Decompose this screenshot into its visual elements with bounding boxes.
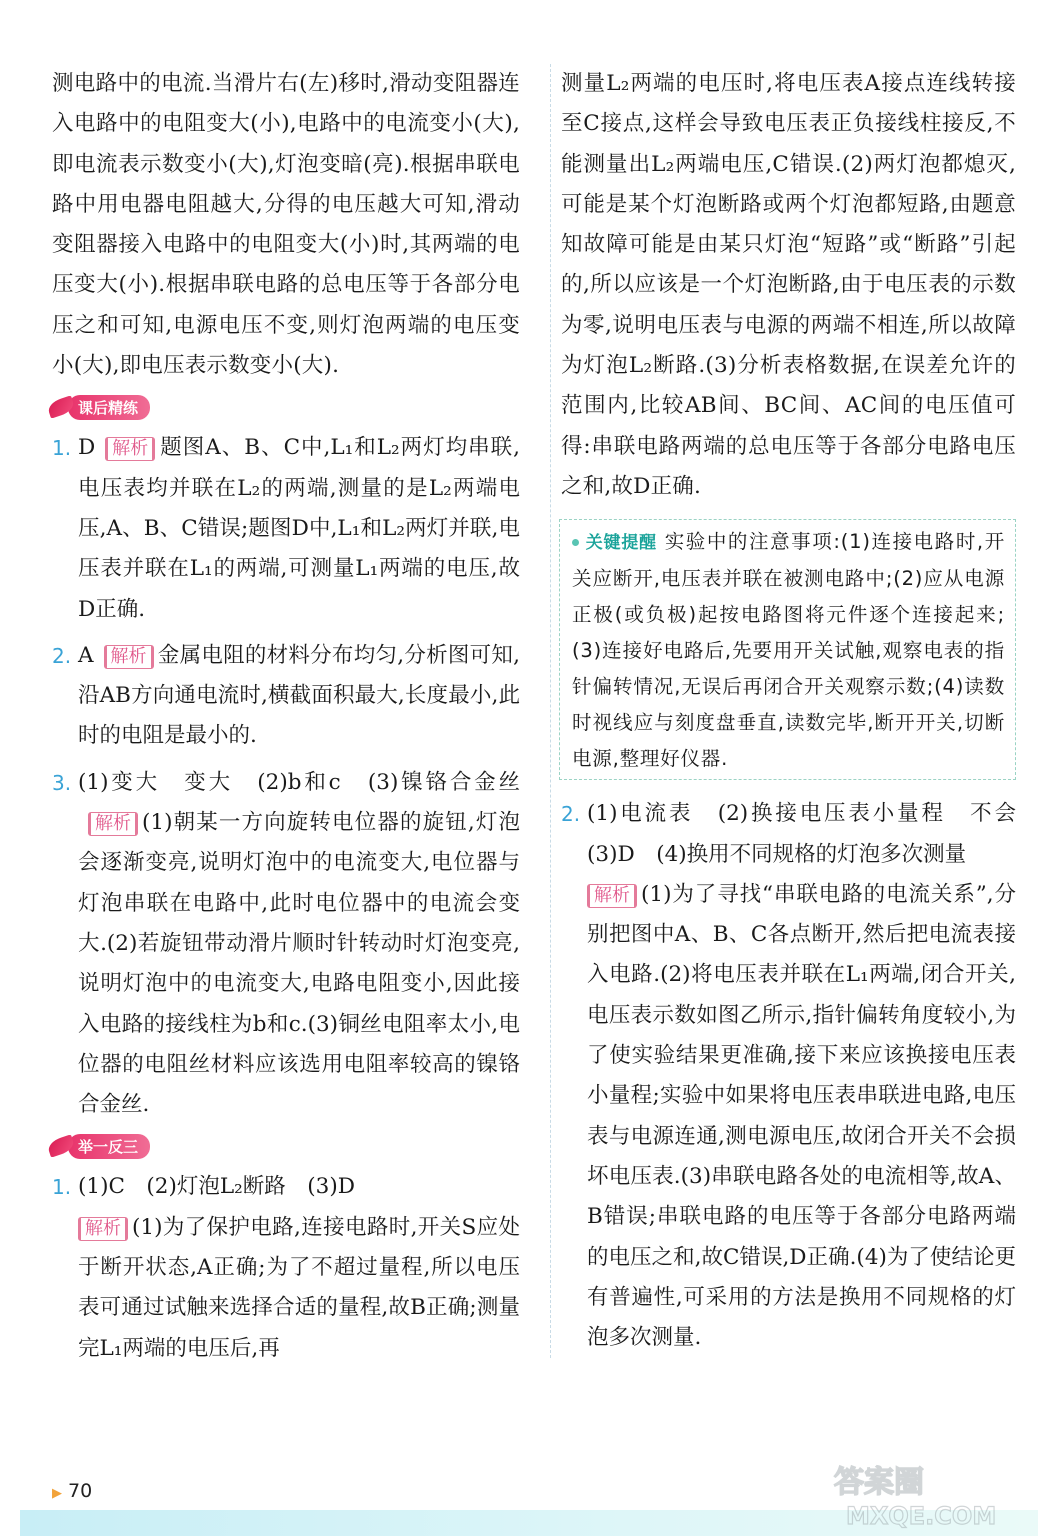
page-arrow-icon: ▶ <box>52 1486 62 1501</box>
item-answer: D <box>78 435 96 461</box>
continued-explanation: 测量L₂两端的电压时,将电压表A接点连线转接至C接点,这样会导致电压表正负接线柱接反,不能测量出L₂两端电压,C错误.(2)两灯泡都熄灭,可能是某个灯泡断路或两个灯泡都短路,由题意知故障可能是由某只灯泡“短路”或“断路”引起的,所以应该是一个灯泡断路,由于电压表的示数为零,说明电压表与电源的两端不相连,所以故障为灯泡L₂断路.(3)分析表格数据,在误差允许的范围内,比较AB间、BC间、AC间的电压值可得:串联电路两端的总电压等于各部分电路电压之和,故D正确. <box>561 71 1016 499</box>
item-answer: (1)变大 变大 (2)b和c (3)镍铬合金丝 <box>78 769 520 795</box>
item-explanation: 金属电阻的材料分布均匀,分析图可知,沿AB方向通电流时,横截面积最大,长度最小,此时的电阻是最小的. <box>78 642 520 749</box>
analysis-tag: 解析 <box>88 812 138 836</box>
tip-label: 关键提醒 <box>585 533 657 554</box>
item-explanation: (1)为了保护电路,连接电路时,开关S应处于断开状态,A正确;为了不超过量程,所以电压表可通过试触来选择合适的量程,故B正确;测量完L₁两端的电压后,再 <box>78 1214 520 1361</box>
item-number: 1. <box>52 1175 72 1200</box>
tip-bullet-icon <box>572 539 579 546</box>
answer-item-3 <box>52 763 520 1126</box>
item-number: 2. <box>561 802 581 827</box>
item-explanation: (1)朝某一方向旋转电位器的旋钮,灯泡会逐渐变亮,说明灯泡中的电流变大,电位器与灯泡串联在电路中,此时电位器中的电流会变大.(2)若旋钮带动滑片顺时针转动时灯泡变亮,说明灯泡中的电流变大,电路电阻变小,因此接入电路的接线柱为b和c.(3)铜丝电阻率太小,电位器的电阻丝材料应该选用电阻率较高的镍铬合金丝. <box>78 810 520 1118</box>
extension-item-2 <box>561 794 1038 1358</box>
item-answer: (1)C (2)灯泡L₂断路 (3)D <box>78 1174 355 1200</box>
analysis-tag: 解析 <box>105 437 155 461</box>
section-title: 课后精练 <box>68 395 150 420</box>
right-column <box>550 64 1038 1358</box>
page-number-text: 70 <box>68 1480 93 1502</box>
item-explanation: 题图A、B、C中,L₁和L₂两灯均串联,电压表均并联在L₂的两端,测量的是L₂两端电压,A、B、C错误;题图D中,L₁和L₂两灯并联,电压表并联在L₁的两端,可测量L₁两端的电压,故D正确. <box>78 435 520 622</box>
tip-text: 实验中的注意事项:(1)连接电路时,开关应断开,电压表并联在被测电路中;(2)应从电源正极(或负极)起按电路图将元件逐个连接起来;(3)连接好电路后,先要用开关试触,观察电表的指针偏转情况,无误后再闭合开关观察示数;(4)读数时视线应与刻度盘垂直,读数完毕,断开开关,切断电源,整理好仪器. <box>572 530 1005 771</box>
svg-text:MXQE.COM: MXQE.COM <box>846 1502 997 1530</box>
analysis-tag: 解析 <box>78 1217 128 1241</box>
page-number <box>52 1480 92 1502</box>
item-number: 1. <box>52 436 72 461</box>
analysis-tag: 解析 <box>104 645 154 669</box>
analysis-tag: 解析 <box>587 884 637 908</box>
key-tip-box <box>559 519 1016 780</box>
section-header-after-class <box>48 392 150 422</box>
extension-item-1 <box>52 1167 520 1368</box>
intro-paragraph: 测电路中的电流.当滑片右(左)移时,滑动变阻器连入电路中的电阻变大(小),电路中的电流变小(大),即电流表示数变小(大),灯泡变暗(亮).根据串联电路中用电器电阻越大,分得的电压越大可知,滑动变阻器接入电路中的电阻变大(小)时,其两端的电压变大(小).根据串联电路的总电压等于各部分电压之和可知,电源电压不变,则灯泡两端的电压变小(大),即电压表示数变小(大). <box>52 71 520 379</box>
item-number: 3. <box>52 770 72 795</box>
left-column <box>52 64 520 1369</box>
item-number: 2. <box>52 643 72 668</box>
answer-item-2 <box>52 636 520 757</box>
answer-item-1 <box>52 428 520 629</box>
section-header-extension <box>48 1131 150 1161</box>
item-explanation: (1)为了寻找“串联电路的电流关系”,分别把图中A、B、C各点断开,然后把电流表接入电路.(2)将电压表并联在L₁两端,闭合开关,电压表示数如图乙所示,指针偏转角度较小,为了使实验结果更准确,接下来应该换接电压表小量程;实验中如果将电压表串联进电路,电压表与电源连通,测电源电压,故闭合开关不会损坏电压表.(3)串联电路各处的电流相等,故A、B错误;串联电路的电压等于各部分电路两端的电压之和,故C错误,D正确.(4)为了使结论更有普遍性,可采用的方法是换用不同规格的灯泡多次测量. <box>587 881 1016 1351</box>
svg-text:答案圈: 答案圈 <box>834 1465 924 1500</box>
section-title: 举一反三 <box>68 1134 150 1159</box>
item-answer: A <box>78 642 94 668</box>
item-answer: (1)电流表 (2)换接电压表小量程 不会 (3)D (4)换用不同规格的灯泡多次测量 <box>587 801 1038 867</box>
watermark-logo <box>824 1458 1024 1530</box>
